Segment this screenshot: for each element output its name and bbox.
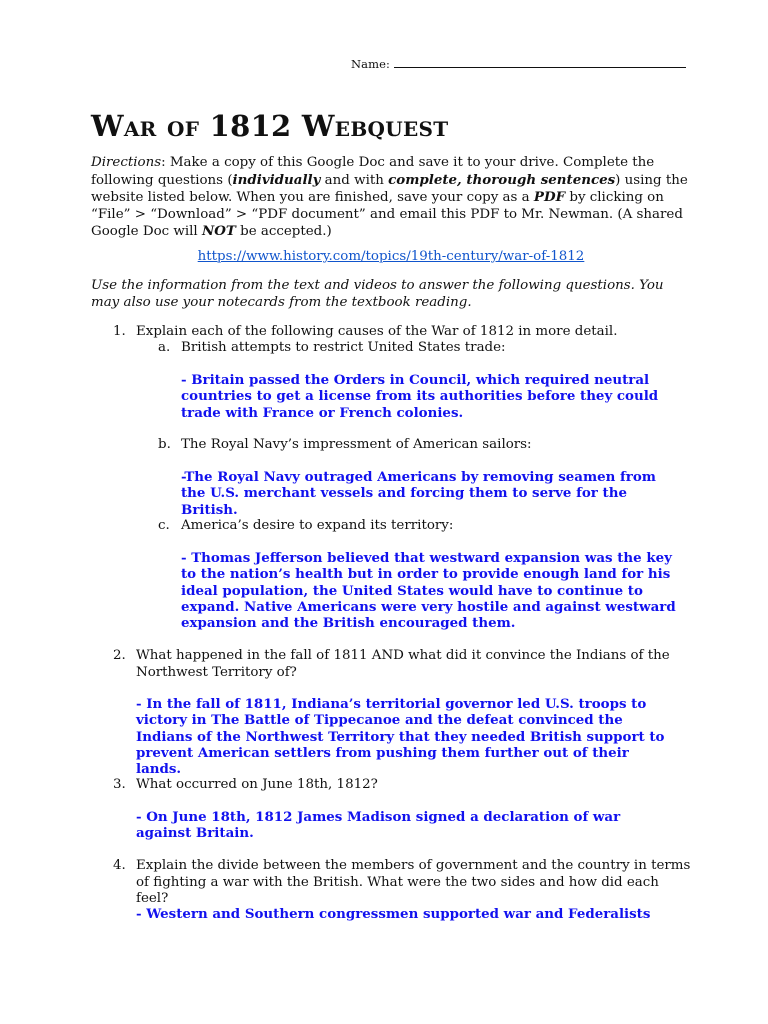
question-text: Explain the divide between the members of government and the country in terms of fighting a war with the British. What were the two sides and how did each feel? bbox=[136, 858, 691, 907]
question-text: What happened in the fall of 1811 AND what did it convince the Indians of the Northwest Territory of? bbox=[136, 648, 670, 680]
question-number: 2. bbox=[113, 648, 126, 663]
question-2 bbox=[113, 648, 691, 681]
question-number: 4. bbox=[113, 858, 126, 873]
not-emphasis: NOT bbox=[201, 223, 236, 240]
directions-paragraph bbox=[91, 155, 691, 241]
question-1a bbox=[158, 340, 701, 357]
question-number: 1. bbox=[113, 324, 126, 339]
directions-text-3: ) using the website listed below. When you are finished, save your copy as a bbox=[91, 172, 688, 206]
website-link[interactable]: https://www.history.com/topics/19th-century/war-of-1812 bbox=[197, 249, 585, 264]
question-1 bbox=[113, 324, 696, 341]
answer-3[interactable]: - On June 18th, 1812 James Madison signed a declaration of war against Britain. bbox=[136, 809, 621, 842]
question-number: 3. bbox=[113, 777, 126, 792]
name-label: Name: bbox=[351, 57, 391, 71]
pdf-emphasis: PDF bbox=[533, 189, 566, 206]
question-1c bbox=[158, 518, 701, 535]
directions-text-5: be accepted.) bbox=[235, 224, 332, 240]
answer-2[interactable]: - In the fall of 1811, Indiana’s territorial governor led U.S. troops to victory in The Battle of Tippecanoe and the defeat convinced the Indians of the Northwest Territory that they needed British support to prevent American settlers from pushing them further out of their lands. bbox=[136, 696, 665, 778]
directions-text-1: : Make a copy of this Google Doc and save it to your drive. Complete the following questions ( bbox=[91, 155, 655, 188]
complete-thorough-emphasis: complete, thorough sentences bbox=[388, 171, 616, 188]
answer-1b[interactable]: -The Royal Navy outraged Americans by removing seamen from the U.S. merchant vessels and forcing them to serve for the British. bbox=[181, 469, 656, 518]
part-letter: b. bbox=[158, 437, 171, 452]
part-text: The Royal Navy’s impressment of American sailors: bbox=[181, 437, 532, 452]
question-3 bbox=[113, 777, 691, 794]
instructions-paragraph: Use the information from the text and videos to answer the following questions. You may also use your notecards from the textbook reading. bbox=[91, 278, 664, 310]
website-link-line bbox=[91, 249, 691, 265]
answer-1a[interactable]: - Britain passed the Orders in Council, which required neutral countries to get a license from its authorities before they could trade with France or French colonies. bbox=[181, 372, 659, 421]
question-4 bbox=[113, 858, 691, 908]
part-text: British attempts to restrict United States trade: bbox=[181, 340, 506, 355]
individually-emphasis: individually bbox=[232, 171, 321, 188]
answer-4[interactable]: - Western and Southern congressmen supported war and Federalists bbox=[136, 906, 651, 922]
part-text: America’s desire to expand its territory: bbox=[181, 518, 454, 533]
directions-text-2: and with bbox=[320, 172, 389, 188]
page-title: War of 1812 Webquest bbox=[91, 109, 449, 143]
answer-1c[interactable]: - Thomas Jefferson believed that westward expansion was the key to the nation’s health but in order to provide enough land for his ideal population, the United States would have to continue to expand. Native Americans were very hostile and against westward expansion and the British encouraged them. bbox=[181, 550, 676, 632]
part-letter: a. bbox=[158, 340, 171, 355]
part-letter: c. bbox=[158, 518, 170, 533]
name-blank[interactable] bbox=[394, 57, 686, 68]
directions-label: Directions bbox=[91, 155, 162, 170]
question-text: What occurred on June 18th, 1812? bbox=[136, 777, 378, 792]
name-line bbox=[351, 57, 686, 71]
directions-text-4: by clicking on “File” > “Download” > “PDF document” and email this PDF to Mr. Newman. (A shared Google Doc will bbox=[91, 190, 683, 240]
question-1b bbox=[158, 437, 701, 454]
question-text: Explain each of the following causes of the War of 1812 in more detail. bbox=[136, 324, 618, 339]
